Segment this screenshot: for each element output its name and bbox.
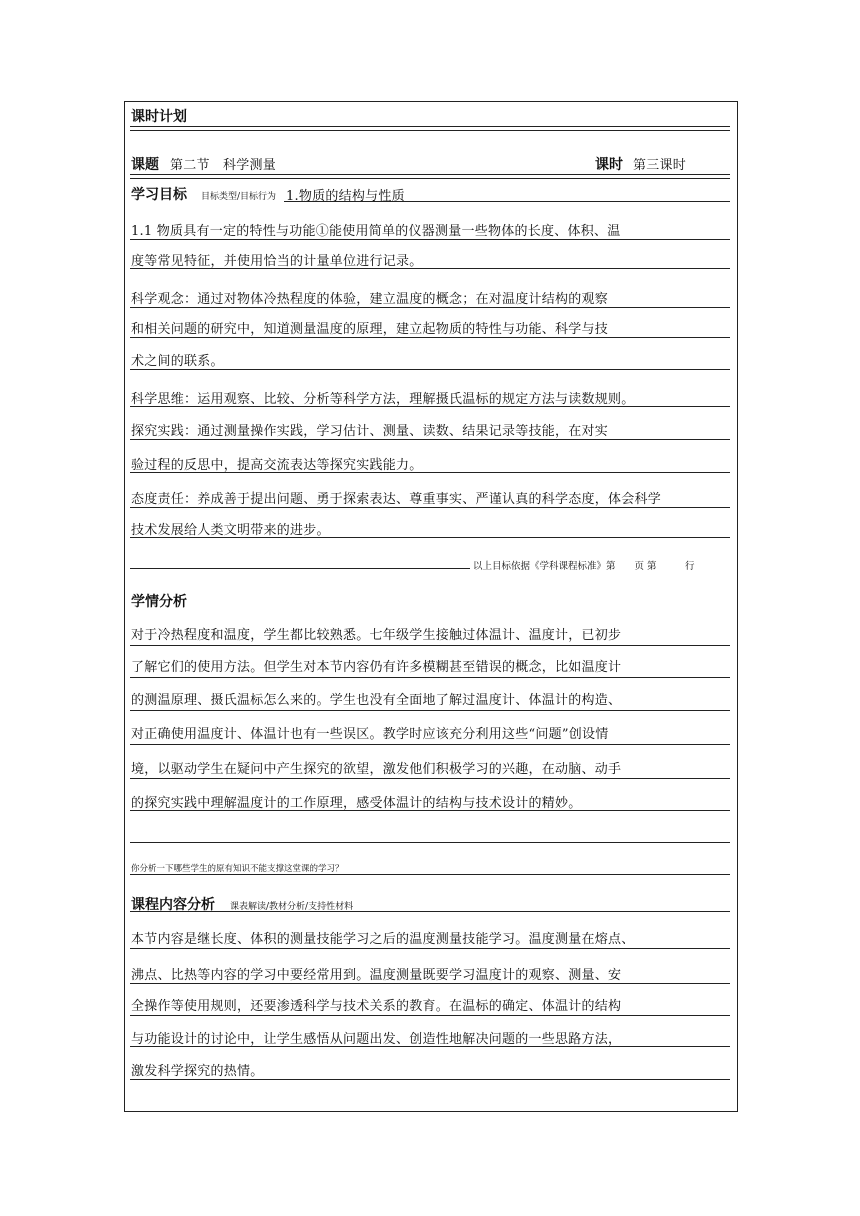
objective-line: 探究实践：通过测量操作实践，学习估计、测量、读数、结果记录等技能，在对实 <box>131 424 609 439</box>
period-value: 第三课时 <box>633 158 687 173</box>
learner-analysis-line: 了解它们的使用方法。但学生对本节内容仍有许多模糊甚至错误的概念，比如温度计 <box>131 660 622 675</box>
period-label: 课时 <box>595 157 623 173</box>
line-rule <box>130 1079 730 1080</box>
topic-label: 课题 <box>131 157 159 173</box>
content-analysis-line: 本节内容是继长度、体积的测量技能学习之后的温度测量技能学习。温度测量在熔点、 <box>131 932 635 947</box>
topic-double-rule <box>130 174 730 179</box>
line-rule <box>130 406 730 407</box>
line-rule <box>130 537 730 538</box>
line-rule <box>130 710 730 711</box>
line-rule <box>130 744 730 745</box>
line-rule <box>130 507 730 508</box>
line-rule <box>130 1046 730 1047</box>
objective-line: 技术发展给人类文明带来的进步。 <box>131 523 330 538</box>
line-rule <box>130 645 730 646</box>
basis-underline <box>130 568 470 569</box>
line-rule <box>130 307 730 308</box>
content-analysis-title: 课程内容分析 <box>131 897 215 913</box>
line-rule <box>130 948 730 949</box>
line-rule <box>130 337 730 338</box>
line-rule <box>130 842 730 843</box>
content-analysis-line: 沸点、比热等内容的学习中要经常用到。温度测量既要学习温度计的观察、测量、安 <box>131 968 622 983</box>
title-double-rule <box>130 126 730 131</box>
learner-analysis-line: 的探究实践中理解温度计的工作原理，感受体温计的结构与技术设计的精妙。 <box>131 796 582 811</box>
line-rule <box>130 239 730 240</box>
objective-line: 和相关问题的研究中，知道测量温度的原理，建立起物质的特性与功能、科学与技 <box>131 322 609 337</box>
content-analysis-line: 与功能设计的讨论中，让学生感悟从问题出发、创造性地解决问题的一些思路方法， <box>131 1032 622 1047</box>
line-rule <box>130 874 730 875</box>
page-title: 课时计划 <box>131 109 187 125</box>
objective-line: 科学观念：通过对物体冷热程度的体验，建立温度的概念；在对温度计结构的观察 <box>131 292 609 307</box>
line-rule <box>130 369 730 370</box>
content-analysis-line: 激发科学探究的热情。 <box>131 1064 264 1079</box>
objective-line: 态度责任：养成善于提出问题、勇于探索表达、尊重事实、严谨认真的科学态度，体会科学 <box>131 492 662 507</box>
objective-line: 度等常见特征，并使用恰当的计量单位进行记录。 <box>131 254 423 269</box>
line-rule <box>130 1015 730 1016</box>
learner-analysis-line: 对于冷热程度和温度，学生都比较熟悉。七年级学生接触过体温计、温度计，已初步 <box>131 628 622 643</box>
objectives-heading: 1.物质的结构与性质 <box>286 189 405 204</box>
line-rule <box>130 810 730 811</box>
line-rule <box>130 778 730 779</box>
content-analysis-line: 全操作等使用规则，还要渗透科学与技术关系的教育。在温标的确定、体温计的结构 <box>131 999 622 1014</box>
objective-line: 术之间的联系。 <box>131 354 224 369</box>
objectives-title: 学习目标 <box>131 187 187 203</box>
line-rule <box>130 268 730 269</box>
line-rule <box>130 677 730 678</box>
line-rule <box>130 472 730 473</box>
learner-analysis-note: 你分析一下哪些学生的原有知识不能支撑这堂课的学习？ <box>131 864 344 874</box>
line-rule <box>130 911 730 912</box>
line-rule <box>130 439 730 440</box>
objectives-subtitle: 目标类型/目标行为 <box>201 192 277 202</box>
objective-line: 1.1 物质具有一定的特性与功能①能使用简单的仪器测量一些物体的长度、体积、温 <box>131 224 621 239</box>
learner-analysis-line: 的测温原理、摄氏温标怎么来的。学生也没有全面地了解过温度计、体温计的构造、 <box>131 693 622 708</box>
objective-line: 验过程的反思中，提高交流表达等探究实践能力。 <box>131 458 423 473</box>
objectives-heading-underline <box>284 201 730 202</box>
learner-analysis-line: 对正确使用温度计、体温计也有一些误区。教学时应该充分利用这些“问题”创设情 <box>131 727 609 742</box>
standard-basis-note: 以上目标依据《学科课程标准》第 页 第 行 <box>473 561 695 572</box>
topic-value: 第二节 科学测量 <box>170 158 277 173</box>
learner-analysis-title: 学情分析 <box>131 594 187 610</box>
objective-line: 科学思维：运用观察、比较、分析等科学方法，理解摄氏温标的规定方法与读数规则。 <box>131 392 635 407</box>
line-rule <box>130 983 730 984</box>
content-analysis-subtitle: 课表解读/教材分析/支持性材料 <box>230 902 354 912</box>
learner-analysis-line: 境，以驱动学生在疑问中产生探究的欲望，激发他们积极学习的兴趣，在动脑、动手 <box>131 762 622 777</box>
